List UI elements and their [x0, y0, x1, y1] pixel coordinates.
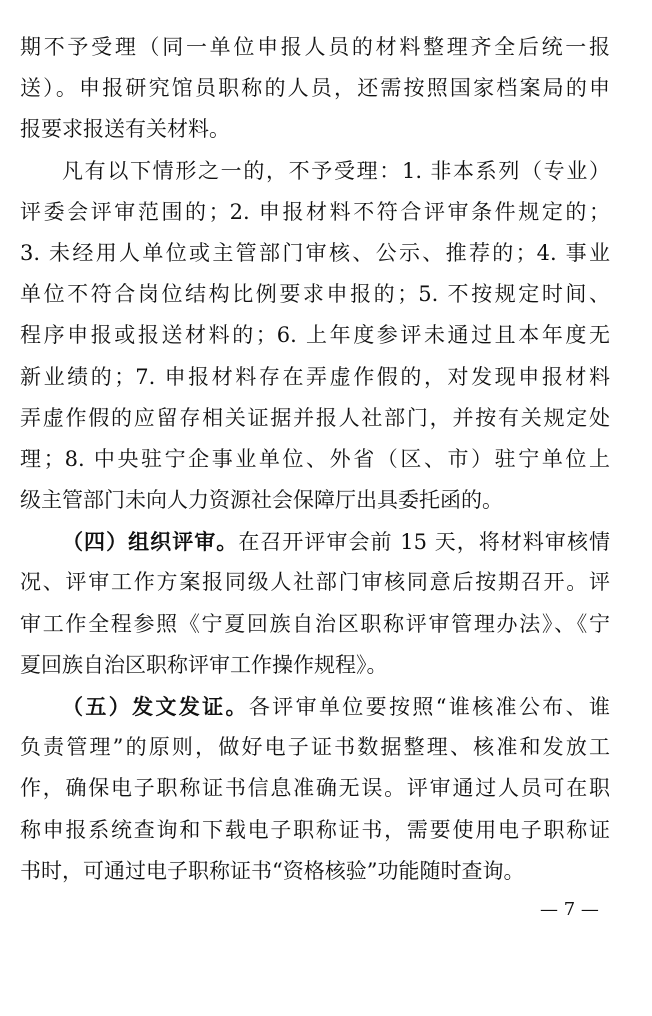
text-run: 在召开评审会前 15 天，将材料审核情	[238, 530, 610, 555]
text-line: 书时，可通过电子职称证书“资格核验”功能随时查询。	[20, 858, 525, 883]
text-line	[20, 521, 610, 562]
text-line: 负责管理”的原则，做好电子证书数据整理、核准和发放工	[20, 735, 610, 760]
text-line: 新业绩的；7. 申报材料存在弄虚作假的，对发现申报材料	[20, 364, 610, 389]
text-line: 3. 未经用人单位或主管部门审核、公示、推荐的；4. 事业	[20, 240, 610, 265]
paragraph-rejection-conditions	[20, 151, 610, 522]
text-line: 报要求报送有关材料。	[20, 117, 230, 142]
page-number: — 7 —	[540, 899, 599, 920]
text-line: 级主管部门未向人力资源社会保障厅出具委托函的。	[20, 488, 503, 513]
text-line: 况、评审工作方案报同级人社部门审核同意后按期召开。评	[20, 570, 610, 595]
text-line: 理；8. 中央驻宁企事业单位、外省（区、市）驻宁单位上	[20, 446, 610, 471]
text-line: 程序申报或报送材料的；6. 上年度参评未通过且本年度无	[20, 323, 610, 348]
text-line: 称申报系统查询和下载电子职称证书，需要使用电子职称证	[20, 817, 610, 842]
text-line: 期不予受理（同一单位申报人员的材料整理齐全后统一报	[20, 35, 610, 59]
paragraph-continuation	[20, 27, 610, 151]
document-page	[20, 27, 610, 892]
text-line: 审工作全程参照《宁夏回族自治区职称评审管理办法》、《宁	[20, 611, 610, 636]
paragraph-issue-certificates	[20, 686, 610, 892]
section-heading: （五）发文发证。	[62, 694, 249, 719]
text-line: 作，确保电子职称证书信息准确无误。评审通过人员可在职	[20, 776, 610, 801]
text-line: 评委会评审范围的；2. 申报材料不符合评审条件规定的；	[20, 199, 610, 224]
text-line	[20, 686, 610, 727]
text-line: 夏回族自治区职称评审工作操作规程》。	[20, 652, 388, 677]
section-heading: （四）组织评审。	[62, 529, 239, 555]
text-line: 单位不符合岗位结构比例要求申报的；5. 不按规定时间、	[20, 282, 610, 307]
paragraph-organize-review	[20, 521, 610, 686]
text-line: 凡有以下情形之一的，不予受理：1. 非本系列（专业）	[62, 158, 610, 183]
text-run: 各评审单位要按照“谁核准公布、谁	[248, 695, 610, 719]
text-line: 送）。申报研究馆员职称的人员，还需按照国家档案局的申	[20, 76, 610, 101]
text-line: 弄虚作假的应留存相关证据并报人社部门，并按有关规定处	[20, 405, 610, 430]
